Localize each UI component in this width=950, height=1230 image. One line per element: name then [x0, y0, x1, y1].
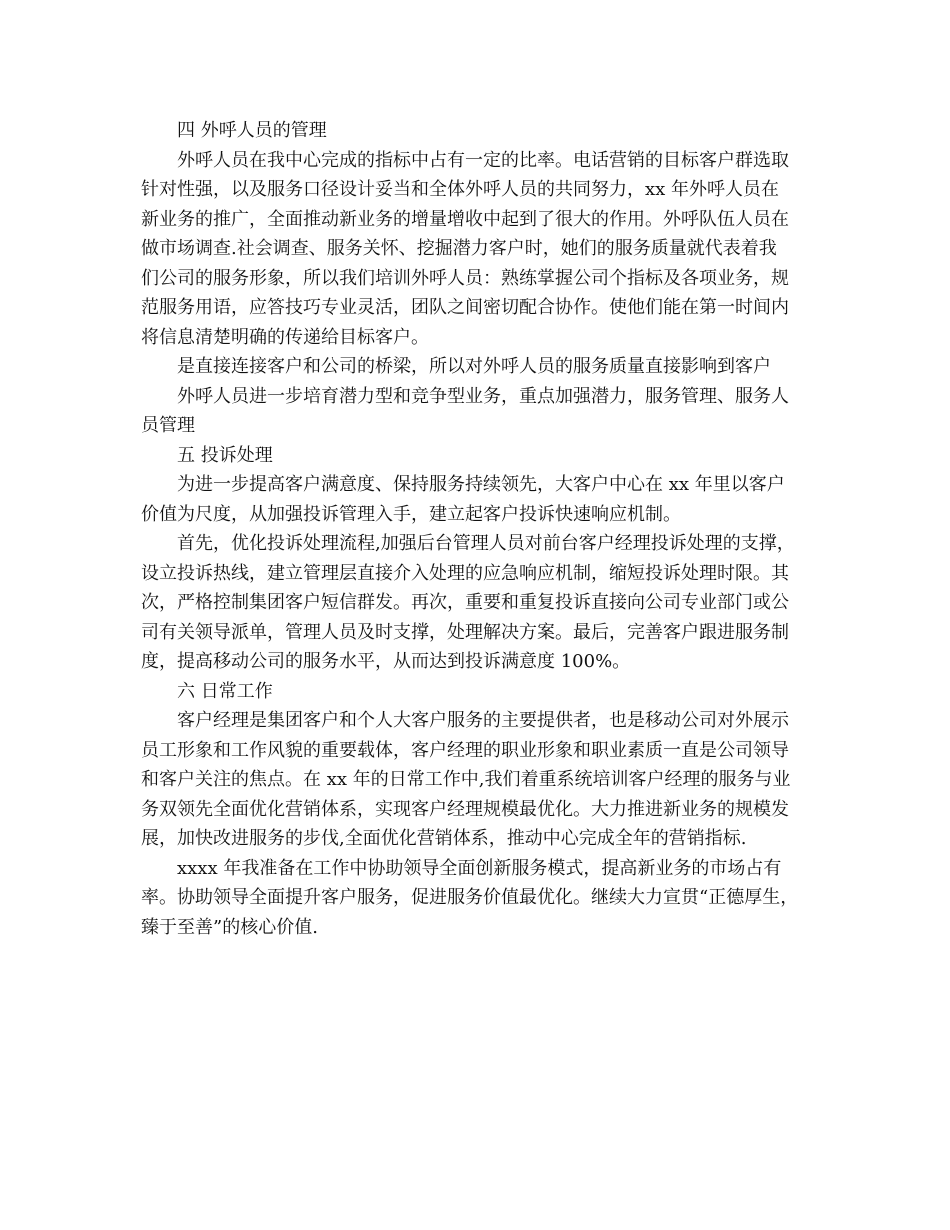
- paragraph: [141, 382, 821, 441]
- text-line: 员工形象和工作风貌的重要载体，客户经理的职业形象和职业素质一直是公司领导: [141, 739, 789, 761]
- text-line: 臻于至善”的核心价值.: [141, 916, 318, 938]
- text-line: 首先，优化投诉处理流程,加强后台管理人员对前台客户经理投诉处理的支撑，: [177, 533, 795, 554]
- paragraph: [141, 470, 821, 529]
- text-line: 员管理: [141, 415, 195, 436]
- paragraph: [141, 146, 821, 353]
- text-line: 度，提高移动公司的服务水平，从而达到投诉满意度 100%。: [141, 651, 631, 672]
- text-line: 价值为尺度，从加强投诉管理入手，建立起客户投诉快速响应机制。: [141, 503, 681, 525]
- text-line: 和客户关注的焦点。在 xx 年的日常工作中,我们着重系统培训客户经理的服务与业: [141, 769, 791, 790]
- text-line: 率。协助领导全面提升客户服务，促进服务价值最优化。继续大力宣贯“正德厚生，: [141, 887, 799, 908]
- text-line: 次，严格控制集团客户短信群发。再次，重要和重复投诉直接向公司专业部门或公: [141, 592, 789, 613]
- text-line: 做市场调查.社会调查、服务关怀、挖掘潜力客户时，她们的服务质量就代表着我: [141, 238, 777, 259]
- text-line: 针对性强，以及服务口径设计妥当和全体外呼人员的共同努力，xx 年外呼人员在: [141, 179, 780, 200]
- text-line: 外呼人员进一步培育潜力型和竞争型业务，重点加强潜力，服务管理、服务人: [177, 385, 789, 407]
- text-line: 外呼人员在我中心完成的指标中占有一定的比率。电话营销的目标客户群选取: [177, 149, 789, 171]
- document-body: [141, 116, 821, 942]
- text-line: 司有关领导派单，管理人员及时支撑，处理解决方案。最后，完善客户跟进服务制: [141, 621, 789, 643]
- paragraph: [141, 706, 821, 854]
- text-line: 范服务用语，应答技巧专业灵活，团队之间密切配合协作。使他们能在第一时间内: [141, 297, 789, 318]
- paragraph: [141, 529, 821, 677]
- paragraph: [141, 352, 821, 382]
- text-line: 将信息清楚明确的传递给目标客户。: [141, 326, 429, 348]
- text-line: 们公司的服务形象，所以我们培训外呼人员：熟练掌握公司个指标及各项业务，规: [141, 267, 789, 289]
- section-heading: 六 日常工作: [177, 680, 273, 702]
- text-line: 展，加快改进服务的步伐,全面优化营销体系，推动中心完成全年的营销指标.: [141, 828, 747, 849]
- text-line: 为进一步提高客户满意度、保持服务持续领先，大客户中心在 xx 年里以客户: [177, 474, 785, 495]
- text-line: xxxx 年我准备在工作中协助领导全面创新服务模式，提高新业务的市场占有: [177, 857, 782, 879]
- paragraph: [141, 854, 821, 943]
- section-heading: 五 投诉处理: [177, 444, 273, 466]
- section-heading: 四 外呼人员的管理: [177, 120, 327, 141]
- text-line: 是直接连接客户和公司的桥梁，所以对外呼人员的服务质量直接影响到客户: [177, 356, 771, 377]
- text-line: 务双领先全面优化营销体系，实现客户经理规模最优化。大力推进新业务的规模发: [141, 798, 789, 820]
- text-line: 设立投诉热线，建立管理层直接介入处理的应急响应机制，缩短投诉处理时限。其: [141, 562, 789, 584]
- text-line: 新业务的推广，全面推动新业务的增量增收中起到了很大的作用。外呼队伍人员在: [141, 208, 789, 230]
- text-line: 客户经理是集团客户和个人大客户服务的主要提供者，也是移动公司对外展示: [177, 710, 789, 731]
